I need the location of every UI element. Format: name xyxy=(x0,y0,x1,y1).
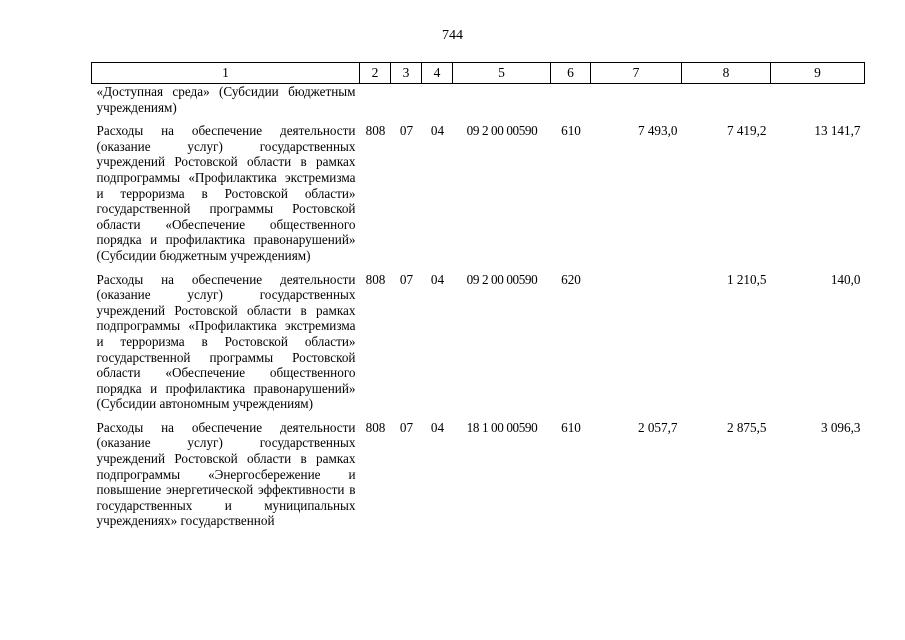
cell-amount-col7: 2 057,7 xyxy=(637,419,678,435)
column-header: 6 xyxy=(551,63,591,84)
column-header: 4 xyxy=(422,63,453,84)
cell-amount-col9: 13 141,7 xyxy=(814,123,861,139)
cell-amount-col8 xyxy=(682,84,771,124)
column-header: 5 xyxy=(453,63,551,84)
cell-ministry-code: 808 xyxy=(365,123,386,139)
cell-target-article: 09 2 00 00590 xyxy=(466,123,538,139)
cell-section: 07 xyxy=(399,123,414,139)
cell-expense-type: 610 xyxy=(561,419,581,435)
cell-ministry-code: 808 xyxy=(365,419,386,435)
cell-amount-col7 xyxy=(591,84,682,124)
cell-amount-col8: 2 875,5 xyxy=(726,419,767,435)
column-header: 7 xyxy=(591,63,682,84)
cell-expense-type: 620 xyxy=(561,271,581,287)
cell-expense-type xyxy=(551,84,591,124)
cell-subsection: 04 xyxy=(430,123,445,139)
cell-target-article: 18 1 00 00590 xyxy=(466,419,538,435)
cell-section xyxy=(391,84,422,124)
table-row xyxy=(92,84,865,124)
cell-amount-col8: 7 419,2 xyxy=(726,123,767,139)
cell-target-article: 09 2 00 00590 xyxy=(466,271,538,287)
table-row xyxy=(92,123,865,271)
cell-amount-col7 xyxy=(591,272,682,420)
row-description: Расходы на обеспечение деятельности (оказание услуг) государственных учреждений Ростовской области в рамках подпрограммы «Профилактика экстремизма и терроризма в Ростовской области» государственной программы Ростовской области «Обеспечение общественного порядка и профилактика правонарушений» (Субсидии бюджетным учреждениям) xyxy=(96,123,356,263)
cell-expense-type: 610 xyxy=(561,123,581,139)
cell-subsection xyxy=(422,84,453,124)
table-header-row xyxy=(92,63,865,84)
column-header: 9 xyxy=(771,63,865,84)
page-number: 744 xyxy=(442,28,463,43)
column-header: 8 xyxy=(682,63,771,84)
cell-amount-col9: 140,0 xyxy=(830,271,861,287)
cell-target-article xyxy=(453,84,551,124)
table-row xyxy=(92,272,865,420)
cell-subsection: 04 xyxy=(430,271,445,287)
row-description: «Доступная среда» (Субсидии бюджетным учреждениям) xyxy=(96,84,356,115)
cell-section: 07 xyxy=(399,271,414,287)
cell-section: 07 xyxy=(399,419,414,435)
column-header: 1 xyxy=(92,63,360,84)
row-description: Расходы на обеспечение деятельности (оказание услуг) государственных учреждений Ростовской области в рамках подпрограммы «Профилактика экстремизма и терроризма в Ростовской области» государственной программы Ростовской области «Обеспечение общественного порядка и профилактика правонарушений» (Субсидии автономным учреждениям) xyxy=(96,271,356,412)
row-description: Расходы на обеспечение деятельности (оказание услуг) государственных учреждений Ростовской области в рамках подпрограммы «Энергосбережение и повышение энергетической эффективности в государственных и муниципальных учреждениях» государственной xyxy=(96,419,356,529)
cell-amount-col9 xyxy=(771,84,865,124)
cell-amount-col9: 3 096,3 xyxy=(820,419,861,435)
column-header: 3 xyxy=(391,63,422,84)
column-header: 2 xyxy=(360,63,391,84)
cell-amount-col7: 7 493,0 xyxy=(637,123,678,139)
cell-amount-col8: 1 210,5 xyxy=(726,271,767,287)
cell-subsection: 04 xyxy=(430,419,445,435)
cell-ministry-code xyxy=(360,84,391,124)
budget-table xyxy=(91,62,865,537)
table-row xyxy=(92,420,865,537)
cell-ministry-code: 808 xyxy=(365,271,386,287)
